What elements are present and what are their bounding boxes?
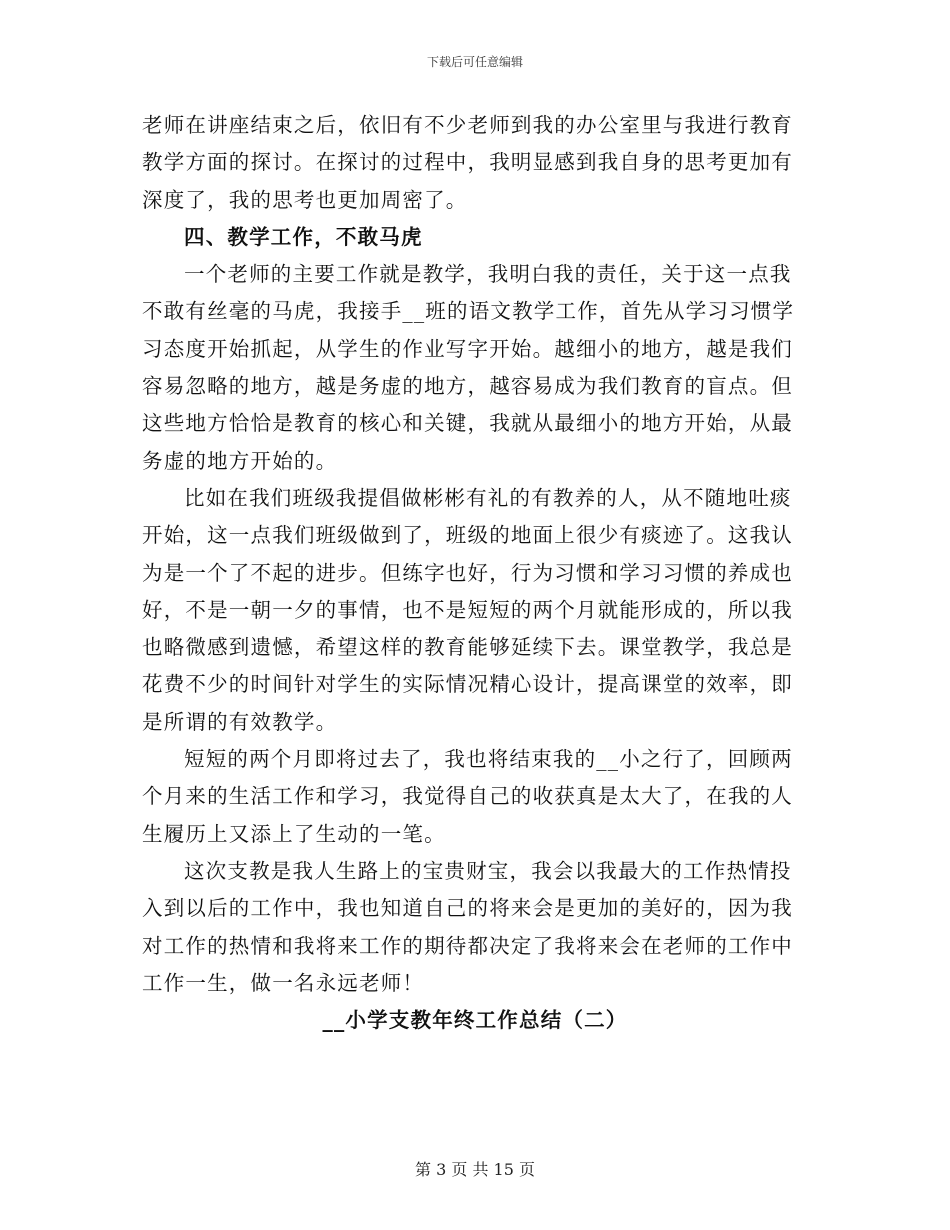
body-line: 入到以后的工作中，我也知道自己的将来会是更加的美好的，因为我 bbox=[142, 896, 793, 921]
page-number: 第 3 页 共 15 页 bbox=[415, 1160, 535, 1179]
paragraph-first-line: 短短的两个月即将过去了，我也将结束我的__小之行了，回顾两 bbox=[184, 747, 793, 772]
page-header: 下载后可任意编辑 bbox=[426, 55, 523, 69]
body-line: 习态度开始抓起，从学生的作业写字开始。越细小的地方，越是我们 bbox=[142, 336, 793, 361]
body-line: 不敢有丝毫的马虎，我接手__班的语文教学工作，首先从学习习惯学 bbox=[142, 299, 795, 324]
body-line: 是所谓的有效教学。 bbox=[142, 709, 338, 734]
body-line: 个月来的生活工作和学习，我觉得自己的收获真是太大了，在我的人 bbox=[142, 784, 793, 809]
body-line: 容易忽略的地方，越是务虚的地方，越容易成为我们教育的盲点。但 bbox=[142, 374, 793, 399]
body-line: 深度了，我的思考也更加周密了。 bbox=[142, 187, 468, 212]
body-line: 也略微感到遗憾，希望这样的教育能够延续下去。课堂教学，我总是 bbox=[142, 635, 793, 660]
body-line: 教学方面的探讨。在探讨的过程中，我明显感到我自身的思考更加有 bbox=[142, 150, 793, 175]
document-body bbox=[142, 107, 808, 1039]
paragraph-first-line: 一个老师的主要工作就是教学，我明白我的责任，关于这一点我 bbox=[184, 262, 792, 287]
body-line: 老师在讲座结束之后，依旧有不少老师到我的办公室里与我进行教育 bbox=[142, 113, 793, 137]
body-line: 生履历上又添上了生动的一笔。 bbox=[142, 821, 446, 846]
body-line: 好，不是一朝一夕的事情，也不是短短的两个月就能形成的，所以我 bbox=[142, 597, 793, 622]
paragraph-first-line: 这次支教是我人生路上的宝贵财宝，我会以我最大的工作热情投 bbox=[184, 858, 792, 883]
document-title: __小学支教年终工作总结（二） bbox=[322, 1008, 628, 1033]
body-line: 工作一生，做一名永远老师！ bbox=[142, 970, 425, 995]
body-line: 这些地方恰恰是教育的核心和关键，我就从最细小的地方开始，从最 bbox=[142, 411, 793, 436]
body-line: 对工作的热情和我将来工作的期待都决定了我将来会在老师的工作中 bbox=[142, 933, 793, 958]
paragraph-first-line: 比如在我们班级我提倡做彬彬有礼的有教养的人，从不随地吐痰 bbox=[184, 485, 792, 510]
section-heading: 四、教学工作，不敢马虎 bbox=[184, 224, 423, 249]
body-line: 花费不少的时间针对学生的实际情况精心设计，提高课堂的效率，即 bbox=[142, 672, 793, 697]
body-line: 务虚的地方开始的。 bbox=[142, 448, 338, 473]
body-line: 开始，这一点我们班级做到了，班级的地面上很少有痰迹了。这我认 bbox=[142, 523, 793, 548]
body-line: 为是一个了不起的进步。但练字也好，行为习惯和学习习惯的养成也 bbox=[142, 560, 793, 585]
